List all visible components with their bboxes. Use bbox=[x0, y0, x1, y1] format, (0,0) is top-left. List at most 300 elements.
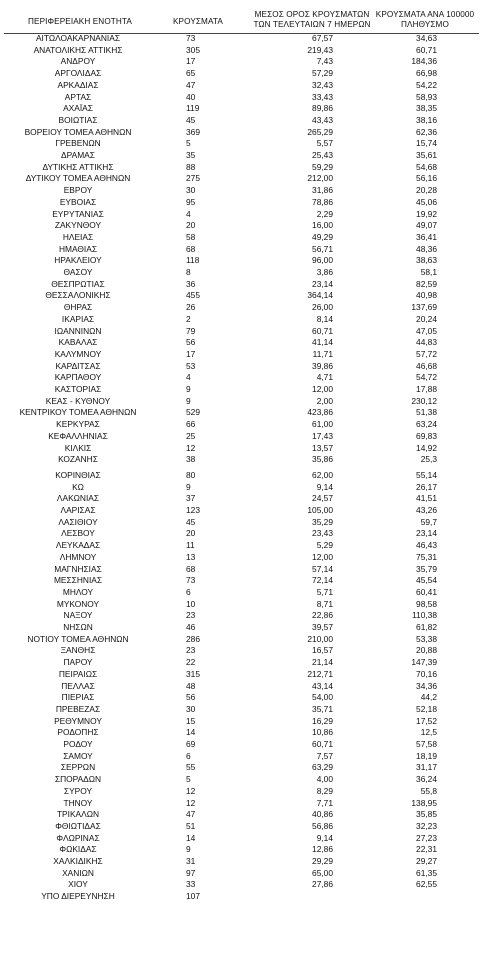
per100k-cell: 22,31 bbox=[416, 844, 437, 855]
avg7-cell: 21,14 bbox=[312, 657, 333, 668]
region-cell: ΕΥΒΟΙΑΣ bbox=[59, 196, 97, 207]
per100k-cell: 53,38 bbox=[416, 633, 437, 644]
per100k-cell: 62,55 bbox=[416, 879, 437, 890]
header-per100k: ΚΡΟΥΣΜΑΤΑ ΑΝΑ 100000 ΠΛΗΘΥΣΜΟ bbox=[375, 10, 475, 29]
table-header bbox=[0, 0, 483, 33]
table-row bbox=[0, 80, 483, 91]
region-cell: ΣΑΜΟΥ bbox=[63, 750, 93, 761]
cases-cell: 14 bbox=[186, 727, 196, 738]
per100k-cell: 35,79 bbox=[416, 563, 437, 574]
per100k-cell: 35,61 bbox=[416, 150, 437, 160]
cases-cell: 26 bbox=[186, 302, 196, 313]
region-cell: ΦΘΙΩΤΙΔΑΣ bbox=[55, 820, 101, 831]
avg7-cell: 59,29 bbox=[312, 161, 333, 172]
cases-cell: 56 bbox=[186, 692, 196, 703]
cases-cell: 315 bbox=[186, 668, 200, 679]
table-row bbox=[0, 891, 483, 902]
region-cell: ΚΕΑΣ - ΚΥΘΝΟΥ bbox=[45, 395, 111, 406]
per100k-cell: 54,72 bbox=[416, 372, 437, 383]
region-cell: ΝΗΣΩΝ bbox=[63, 622, 93, 632]
avg7-cell: 17,43 bbox=[312, 430, 333, 441]
cases-cell: 9 bbox=[186, 481, 191, 492]
cases-cell: 51 bbox=[186, 820, 196, 831]
avg7-cell: 2,29 bbox=[316, 208, 333, 219]
region-cell: ΛΑΚΩΝΙΑΣ bbox=[56, 493, 100, 504]
cases-cell: 79 bbox=[186, 325, 196, 336]
table-row bbox=[0, 185, 483, 196]
region-cell: ΑΧΑΪΑΣ bbox=[63, 103, 93, 114]
per100k-cell: 56,16 bbox=[416, 173, 437, 184]
per100k-cell: 51,38 bbox=[416, 407, 437, 418]
avg7-cell: 9,14 bbox=[316, 481, 333, 492]
per100k-cell: 20,28 bbox=[416, 185, 437, 196]
per100k-cell: 48,36 bbox=[416, 243, 437, 254]
region-cell: ΚΕΡΚΥΡΑΣ bbox=[56, 419, 100, 430]
cases-cell: 107 bbox=[186, 891, 200, 902]
per100k-cell: 147,39 bbox=[411, 657, 437, 668]
avg7-cell: 212,00 bbox=[307, 173, 333, 184]
per100k-cell: 57,58 bbox=[416, 739, 437, 749]
region-cell: ΣΥΡΟΥ bbox=[63, 785, 93, 796]
table-row bbox=[0, 396, 483, 407]
per100k-cell: 38,35 bbox=[416, 103, 437, 114]
region-cell: ΚΑΣΤΟΡΙΑΣ bbox=[54, 384, 102, 394]
avg7-cell: 13,57 bbox=[312, 442, 333, 453]
avg7-cell: 12,00 bbox=[312, 551, 333, 562]
avg7-cell: 57,14 bbox=[312, 563, 333, 574]
table-row bbox=[0, 575, 483, 586]
table-row bbox=[0, 150, 483, 161]
region-cell: ΡΕΘΥΜΝΟΥ bbox=[54, 715, 102, 726]
per100k-cell: 25,3 bbox=[420, 454, 437, 465]
cases-cell: 20 bbox=[186, 220, 196, 231]
cases-cell: 305 bbox=[186, 44, 200, 55]
per100k-cell: 36,24 bbox=[416, 774, 437, 785]
per100k-cell: 19,92 bbox=[416, 208, 437, 219]
region-cell: ΦΩΚΙΔΑΣ bbox=[59, 844, 97, 855]
region-cell: ΚΑΡΔΙΤΣΑΣ bbox=[55, 360, 101, 371]
cases-cell: 45 bbox=[186, 516, 196, 527]
cases-cell: 45 bbox=[186, 114, 196, 125]
table-row bbox=[0, 493, 483, 504]
avg7-cell: 35,29 bbox=[312, 516, 333, 527]
per100k-cell: 82,59 bbox=[416, 278, 437, 289]
region-cell: ΘΑΣΟΥ bbox=[63, 267, 93, 277]
table-row bbox=[0, 517, 483, 528]
table-row bbox=[0, 314, 483, 325]
avg7-cell: 7,71 bbox=[316, 797, 333, 808]
region-cell: ΧΑΝΙΩΝ bbox=[62, 867, 94, 878]
table-row bbox=[0, 645, 483, 656]
table-row bbox=[0, 681, 483, 692]
cases-cell: 30 bbox=[186, 703, 196, 714]
table-row bbox=[0, 349, 483, 360]
avg7-cell: 16,57 bbox=[312, 645, 333, 656]
table-row bbox=[0, 56, 483, 67]
per100k-cell: 46,43 bbox=[416, 540, 437, 551]
avg7-cell: 61,00 bbox=[312, 419, 333, 430]
table-row bbox=[0, 610, 483, 621]
table-row bbox=[0, 103, 483, 114]
avg7-cell: 4,71 bbox=[316, 372, 333, 383]
avg7-cell: 63,29 bbox=[312, 762, 333, 773]
avg7-cell: 60,71 bbox=[312, 739, 333, 749]
table-row bbox=[0, 599, 483, 610]
table-row bbox=[0, 528, 483, 539]
table-row bbox=[0, 419, 483, 430]
cases-cell: 55 bbox=[186, 762, 196, 773]
table-row bbox=[0, 716, 483, 727]
table-row bbox=[0, 634, 483, 645]
per100k-cell: 15,74 bbox=[416, 138, 437, 149]
avg7-cell: 39,86 bbox=[312, 360, 333, 371]
avg7-cell: 219,43 bbox=[307, 44, 333, 55]
cases-cell: 455 bbox=[186, 290, 200, 301]
cases-cell: 6 bbox=[186, 586, 191, 597]
cases-cell: 66 bbox=[186, 419, 196, 430]
avg7-cell: 9,14 bbox=[316, 832, 333, 843]
table-row bbox=[0, 68, 483, 79]
avg7-cell: 65,00 bbox=[312, 867, 333, 878]
per100k-cell: 58,93 bbox=[416, 91, 437, 102]
cases-cell: 53 bbox=[186, 360, 196, 371]
per100k-cell: 49,07 bbox=[416, 220, 437, 231]
avg7-cell: 49,29 bbox=[312, 231, 333, 242]
per100k-cell: 58,1 bbox=[420, 267, 437, 277]
table-row bbox=[0, 669, 483, 680]
cases-cell: 40 bbox=[186, 91, 196, 102]
cases-cell: 35 bbox=[186, 150, 196, 160]
region-cell: ΔΥΤΙΚΗΣ ΑΤΤΙΚΗΣ bbox=[42, 161, 114, 172]
per100k-cell: 44,83 bbox=[416, 337, 437, 348]
cases-cell: 6 bbox=[186, 750, 191, 761]
region-cell: ΑΙΤΩΛΟΑΚΑΡΝΑΝΙΑΣ bbox=[35, 33, 121, 43]
table-row bbox=[0, 244, 483, 255]
table-row bbox=[0, 482, 483, 493]
avg7-cell: 22,86 bbox=[312, 610, 333, 621]
per100k-cell: 61,82 bbox=[416, 622, 437, 632]
avg7-cell: 3,86 bbox=[316, 267, 333, 277]
region-cell: ΣΠΟΡΑΔΩΝ bbox=[54, 774, 102, 785]
cases-cell: 73 bbox=[186, 33, 196, 43]
region-cell: ΛΕΣΒΟΥ bbox=[61, 528, 95, 539]
region-cell: ΚΑΡΠΑΘΟΥ bbox=[54, 372, 102, 383]
per100k-cell: 34,36 bbox=[416, 680, 437, 691]
table-row bbox=[0, 470, 483, 481]
table-row bbox=[0, 173, 483, 184]
region-cell: ΑΡΓΟΛΙΔΑΣ bbox=[54, 68, 102, 79]
cases-cell: 37 bbox=[186, 493, 196, 504]
per100k-cell: 70,16 bbox=[416, 668, 437, 679]
region-cell: ΕΥΡΥΤΑΝΙΑΣ bbox=[52, 208, 104, 219]
avg7-cell: 23,14 bbox=[312, 278, 333, 289]
cases-cell: 286 bbox=[186, 633, 200, 644]
per100k-cell: 66,98 bbox=[416, 68, 437, 79]
cases-cell: 17 bbox=[186, 348, 196, 359]
header-region: ΠΕΡΙΦΕΡΕΙΑΚΗ ΕΝΟΤΗΤΑ bbox=[28, 17, 132, 26]
table-row bbox=[0, 868, 483, 879]
avg7-cell: 8,14 bbox=[316, 313, 333, 324]
avg7-cell: 96,00 bbox=[312, 255, 333, 266]
avg7-cell: 212,71 bbox=[307, 668, 333, 679]
per100k-cell: 59,7 bbox=[420, 516, 437, 527]
region-cell: ΚΑΒΑΛΑΣ bbox=[58, 337, 98, 348]
region-cell: ΔΡΑΜΑΣ bbox=[61, 150, 95, 160]
avg7-cell: 2,00 bbox=[316, 395, 333, 406]
table-row bbox=[0, 407, 483, 418]
cases-cell: 80 bbox=[186, 469, 196, 480]
region-cell: ΜΥΚΟΝΟΥ bbox=[56, 598, 100, 609]
per100k-cell: 98,58 bbox=[416, 598, 437, 609]
table-row bbox=[0, 115, 483, 126]
table-row bbox=[0, 92, 483, 103]
per100k-cell: 32,23 bbox=[416, 820, 437, 831]
cases-cell: 11 bbox=[186, 540, 195, 551]
per100k-cell: 36,41 bbox=[416, 231, 437, 242]
avg7-cell: 23,43 bbox=[312, 528, 333, 539]
per100k-cell: 38,63 bbox=[416, 255, 437, 266]
per100k-cell: 137,69 bbox=[411, 302, 437, 313]
avg7-cell: 43,43 bbox=[312, 114, 333, 125]
table-row bbox=[0, 384, 483, 395]
region-cell: ΦΛΩΡΙΝΑΣ bbox=[56, 832, 100, 843]
cases-cell: 123 bbox=[186, 505, 200, 515]
cases-cell: 119 bbox=[186, 103, 200, 114]
table-row bbox=[0, 255, 483, 266]
region-cell: ΡΟΔΟΠΗΣ bbox=[57, 727, 99, 738]
table-row bbox=[0, 587, 483, 598]
per100k-cell: 14,92 bbox=[416, 442, 437, 453]
avg7-cell: 265,29 bbox=[307, 126, 333, 137]
cases-cell: 12 bbox=[186, 442, 196, 453]
region-cell: ΕΒΡΟΥ bbox=[63, 185, 93, 196]
region-cell: ΝΟΤΙΟΥ ΤΟΜΕΑ ΑΘΗΝΩΝ bbox=[27, 633, 129, 644]
cases-cell: 14 bbox=[186, 832, 196, 843]
avg7-cell: 29,29 bbox=[312, 856, 333, 866]
per100k-cell: 29,27 bbox=[416, 856, 437, 866]
header-cases: ΚΡΟΥΣΜΑΤΑ bbox=[173, 17, 223, 26]
avg7-cell: 423,86 bbox=[307, 407, 333, 418]
per100k-cell: 20,88 bbox=[416, 645, 437, 656]
region-cell: ΙΩΑΝΝΙΝΩΝ bbox=[54, 325, 102, 336]
cases-cell: 20 bbox=[186, 528, 196, 539]
per100k-cell: 34,63 bbox=[416, 33, 437, 43]
per100k-cell: 52,18 bbox=[416, 703, 437, 714]
cases-cell: 275 bbox=[186, 173, 200, 184]
header-avg7: ΜΕΣΟΣ ΟΡΟΣ ΚΡΟΥΣΜΑΤΩΝ ΤΩΝ ΤΕΛΕΥΤΑΙΩΝ 7 ΗΜΕΡΩΝ bbox=[253, 10, 371, 29]
avg7-cell: 8,29 bbox=[316, 785, 333, 796]
per100k-cell: 17,88 bbox=[416, 384, 437, 394]
table-row bbox=[0, 821, 483, 832]
region-cell: ΗΜΑΘΙΑΣ bbox=[58, 243, 98, 254]
table-row bbox=[0, 209, 483, 220]
cases-cell: 4 bbox=[186, 208, 191, 219]
region-cell: ΑΝΑΤΟΛΙΚΗΣ ΑΤΤΙΚΗΣ bbox=[33, 44, 123, 55]
avg7-cell: 39,57 bbox=[312, 622, 333, 632]
avg7-cell: 54,00 bbox=[312, 692, 333, 703]
region-cell: ΥΠΟ ΔΙΕΡΕΥΝΗΣΗ bbox=[41, 891, 115, 902]
region-cell: ΠΑΡΟΥ bbox=[63, 657, 93, 668]
table-row bbox=[0, 443, 483, 454]
region-cell: ΚΕΦΑΛΛΗΝΙΑΣ bbox=[48, 430, 108, 441]
avg7-cell: 56,71 bbox=[312, 243, 333, 254]
cases-cell: 12 bbox=[186, 785, 196, 796]
cases-cell: 68 bbox=[186, 243, 196, 254]
table-row bbox=[0, 833, 483, 844]
cases-cell: 33 bbox=[186, 879, 196, 890]
region-cell: ΜΑΓΝΗΣΙΑΣ bbox=[54, 563, 102, 574]
region-cell: ΛΕΥΚΑΔΑΣ bbox=[55, 540, 101, 551]
per100k-cell: 41,51 bbox=[416, 493, 437, 504]
cases-cell: 25 bbox=[186, 430, 196, 441]
cases-cell: 95 bbox=[186, 196, 196, 207]
region-cell: ΞΑΝΘΗΣ bbox=[60, 645, 96, 656]
per100k-cell: 75,31 bbox=[416, 551, 437, 562]
region-cell: ΘΕΣΠΡΩΤΙΑΣ bbox=[51, 278, 105, 289]
per100k-cell: 69,83 bbox=[416, 430, 437, 441]
table-row bbox=[0, 337, 483, 348]
table-row bbox=[0, 622, 483, 633]
table-row bbox=[0, 361, 483, 372]
cases-cell: 23 bbox=[186, 610, 196, 621]
table-row bbox=[0, 505, 483, 516]
table-row bbox=[0, 197, 483, 208]
avg7-cell: 16,29 bbox=[312, 715, 333, 726]
region-cell: ΒΟΡΕΙΟΥ ΤΟΜΕΑ ΑΘΗΝΩΝ bbox=[24, 126, 132, 137]
region-cell: ΚΩ bbox=[72, 481, 84, 492]
table-row bbox=[0, 692, 483, 703]
per100k-cell: 12,5 bbox=[420, 727, 437, 738]
region-cell: ΚΟΖΑΝΗΣ bbox=[58, 454, 98, 465]
avg7-cell: 24,57 bbox=[312, 493, 333, 504]
avg7-cell: 25,43 bbox=[312, 150, 333, 160]
cases-cell: 12 bbox=[186, 797, 196, 808]
table-row bbox=[0, 279, 483, 290]
avg7-cell: 105,00 bbox=[307, 505, 333, 515]
table-row bbox=[0, 431, 483, 442]
avg7-cell: 5,57 bbox=[316, 138, 333, 149]
table-row bbox=[0, 856, 483, 867]
region-cell: ΤΡΙΚΑΛΩΝ bbox=[56, 809, 100, 820]
per100k-cell: 138,95 bbox=[411, 797, 437, 808]
region-cell: ΠΡΕΒΕΖΑΣ bbox=[55, 703, 101, 714]
region-cell: ΗΛΕΙΑΣ bbox=[62, 231, 94, 242]
table-row bbox=[0, 751, 483, 762]
avg7-cell: 26,00 bbox=[312, 302, 333, 313]
per100k-cell: 60,71 bbox=[416, 44, 437, 55]
table-row bbox=[0, 290, 483, 301]
per100k-cell: 18,19 bbox=[416, 750, 437, 761]
cases-cell: 38 bbox=[186, 454, 196, 465]
cases-cell: 46 bbox=[186, 622, 196, 632]
table-row bbox=[0, 302, 483, 313]
avg7-cell: 5,71 bbox=[316, 586, 333, 597]
avg7-cell: 12,00 bbox=[312, 384, 333, 394]
avg7-cell: 41,14 bbox=[312, 337, 333, 348]
table-row bbox=[0, 704, 483, 715]
cases-cell: 9 bbox=[186, 844, 191, 855]
cases-cell: 118 bbox=[186, 255, 200, 266]
region-cell: ΘΕΣΣΑΛΟΝΙΚΗΣ bbox=[45, 290, 111, 301]
avg7-cell: 364,14 bbox=[307, 290, 333, 301]
avg7-cell: 8,71 bbox=[316, 598, 333, 609]
table-row bbox=[0, 786, 483, 797]
table-row bbox=[0, 844, 483, 855]
table-row bbox=[0, 326, 483, 337]
cases-cell: 68 bbox=[186, 563, 196, 574]
avg7-cell: 32,43 bbox=[312, 79, 333, 90]
region-cell: ΑΝΔΡΟΥ bbox=[60, 56, 96, 67]
per100k-cell: 17,52 bbox=[416, 715, 437, 726]
avg7-cell: 40,86 bbox=[312, 809, 333, 820]
per100k-cell: 45,54 bbox=[416, 575, 437, 586]
region-cell: ΠΕΙΡΑΙΩΣ bbox=[58, 668, 98, 679]
region-cell: ΧΙΟΥ bbox=[68, 879, 88, 890]
region-cell: ΑΡΚΑΔΙΑΣ bbox=[57, 79, 99, 90]
per100k-cell: 31,17 bbox=[416, 762, 437, 773]
table-row bbox=[0, 774, 483, 785]
table-row bbox=[0, 657, 483, 668]
avg7-cell: 7,57 bbox=[316, 750, 333, 761]
cases-cell: 31 bbox=[186, 856, 196, 866]
cases-cell: 2 bbox=[186, 313, 191, 324]
region-cell: ΙΚΑΡΙΑΣ bbox=[61, 313, 95, 324]
region-cell: ΚΑΛΥΜΝΟΥ bbox=[54, 348, 102, 359]
table-row bbox=[0, 232, 483, 243]
cases-cell: 36 bbox=[186, 278, 196, 289]
cases-cell: 47 bbox=[186, 809, 196, 820]
table-row bbox=[0, 127, 483, 138]
avg7-cell: 11,71 bbox=[312, 348, 333, 359]
per100k-cell: 54,22 bbox=[416, 79, 437, 90]
cases-cell: 9 bbox=[186, 395, 191, 406]
table-row bbox=[0, 879, 483, 890]
per100k-cell: 55,8 bbox=[420, 785, 437, 796]
avg7-cell: 12,86 bbox=[312, 844, 333, 855]
cases-cell: 73 bbox=[186, 575, 196, 586]
cases-cell: 48 bbox=[186, 680, 196, 691]
avg7-cell: 210,00 bbox=[307, 633, 333, 644]
table-row bbox=[0, 809, 483, 820]
cases-cell: 8 bbox=[186, 267, 191, 277]
avg7-cell: 43,14 bbox=[312, 680, 333, 691]
avg7-cell: 67,57 bbox=[312, 33, 333, 43]
avg7-cell: 31,86 bbox=[312, 185, 333, 196]
per100k-cell: 230,12 bbox=[411, 395, 437, 406]
per100k-cell: 54,68 bbox=[416, 161, 437, 172]
per100k-cell: 35,85 bbox=[416, 809, 437, 820]
region-cell: ΓΡΕΒΕΝΩΝ bbox=[55, 138, 101, 149]
region-cell: ΑΡΤΑΣ bbox=[64, 91, 92, 102]
avg7-cell: 35,86 bbox=[312, 454, 333, 465]
per100k-cell: 43,26 bbox=[416, 505, 437, 515]
region-cell: ΒΟΙΩΤΙΑΣ bbox=[58, 114, 98, 125]
cases-cell: 97 bbox=[186, 867, 196, 878]
region-cell: ΛΗΜΝΟΥ bbox=[59, 551, 97, 562]
table-row bbox=[0, 33, 483, 44]
cases-cell: 4 bbox=[186, 372, 191, 383]
avg7-cell: 56,86 bbox=[312, 820, 333, 831]
avg7-cell: 62,00 bbox=[312, 469, 333, 480]
per100k-cell: 26,17 bbox=[416, 481, 437, 492]
region-cell: ΧΑΛΚΙΔΙΚΗΣ bbox=[53, 856, 103, 866]
region-cell: ΜΗΛΟΥ bbox=[62, 586, 94, 597]
region-cell: ΠΕΛΛΑΣ bbox=[61, 680, 95, 691]
per100k-cell: 45,06 bbox=[416, 196, 437, 207]
table-row bbox=[0, 540, 483, 551]
per100k-cell: 60,41 bbox=[416, 586, 437, 597]
table-row bbox=[0, 220, 483, 231]
